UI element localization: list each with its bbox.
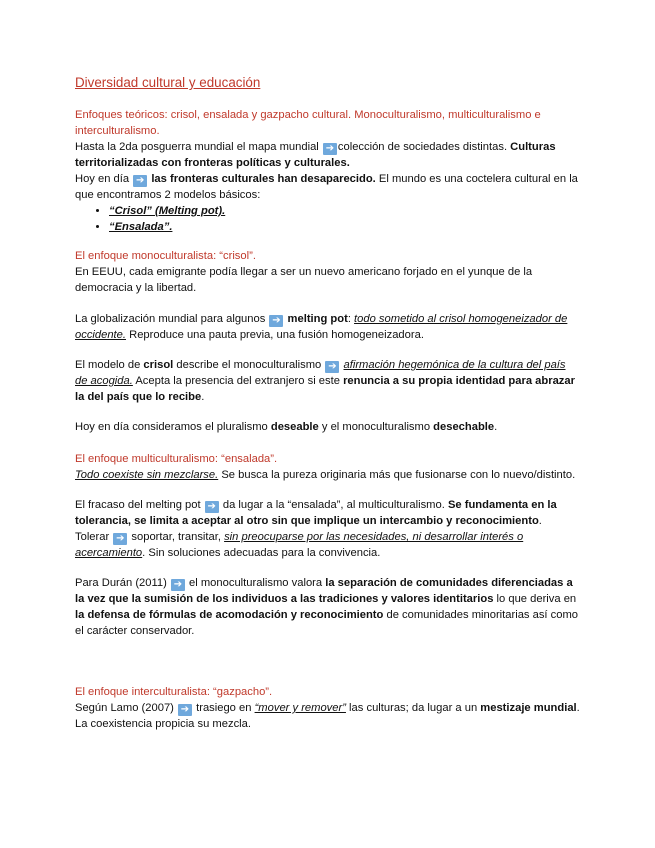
section-heading: El enfoque monoculturalista: “crisol”. xyxy=(75,250,256,262)
paragraph xyxy=(75,497,580,529)
bold-text: “Ensalada”. xyxy=(109,221,173,233)
text: el monoculturalismo valora xyxy=(185,577,326,589)
bold-text: las fronteras culturales han desaparecido. xyxy=(148,173,376,185)
section-heading: El enfoque multiculturalismo: “ensalada”. xyxy=(75,453,278,465)
arrow-icon xyxy=(171,579,185,591)
section-heading: Enfoques teóricos: crisol, ensalada y gazpacho cultural. Monoculturalismo, multiculturalismo e interculturalismo. xyxy=(75,109,541,137)
text: Según Lamo (2007) xyxy=(75,702,177,714)
text: colección de sociedades distintas. xyxy=(337,141,511,153)
paragraph xyxy=(75,467,580,483)
text: Reproduce una pauta previa, una fusión homogeneizadora. xyxy=(126,329,424,341)
bold-text: Culturas territorializadas con fronteras políticas y culturales. xyxy=(75,141,556,169)
text: soportar, transitar, xyxy=(128,531,225,543)
text: El modelo de xyxy=(75,359,144,371)
section-enfoques xyxy=(75,107,580,235)
text: : xyxy=(347,313,355,325)
text: El fracaso del melting pot xyxy=(75,499,204,511)
bold-text: Se fundamenta en la tolerancia, se limita a aceptar al otro sin que implique un intercambio y reconocimiento xyxy=(75,499,557,527)
paragraph xyxy=(75,311,580,343)
section-interculturalista xyxy=(75,684,580,732)
bold-text: la separación de comunidades diferenciadas a la vez que la sumisión de los individuos a las tradiciones y valores identitarios xyxy=(75,577,573,605)
arrow-icon xyxy=(323,143,337,155)
text: El mundo es una coctelera cultural en la que encontramos 2 modelos básicos: xyxy=(75,173,578,201)
text: trasiego en xyxy=(193,702,255,714)
paragraph xyxy=(75,419,580,435)
text: Hoy en día xyxy=(75,173,133,185)
paragraph xyxy=(75,171,580,203)
bold-text: mestizaje mundial xyxy=(480,702,577,714)
section-multiculturalismo xyxy=(75,451,580,639)
italic-underlined-text: todo sometido al crisol homogeneizador de occidente. xyxy=(75,313,568,341)
text: . xyxy=(538,515,542,527)
text: lo que deriva en xyxy=(493,593,577,605)
bold-text: desechable xyxy=(433,421,495,433)
paragraph: En EEUU, cada emigrante podía llegar a ser un nuevo americano forjado en el yunque de la democracia y la libertad. xyxy=(75,266,533,294)
paragraph xyxy=(75,700,580,732)
bold-text: la defensa de fórmulas de acomodación y reconocimiento xyxy=(75,609,384,621)
arrow-icon xyxy=(133,175,147,187)
list-item xyxy=(109,203,580,219)
italic-underlined-text: afirmación hegemónica de la cultura del país de acogida. xyxy=(75,359,566,387)
text: Hasta la 2da posguerra mundial el mapa mundial xyxy=(75,141,322,153)
text: . Sin soluciones adecuadas para la convivencia. xyxy=(142,547,381,559)
text: . xyxy=(494,421,498,433)
arrow-icon xyxy=(205,501,219,513)
paragraph xyxy=(75,529,580,561)
text: las culturas; da lugar a un xyxy=(345,702,481,714)
text: . xyxy=(201,391,205,403)
bold-text: crisol xyxy=(143,359,174,371)
paragraph xyxy=(75,575,580,639)
text: . La coexistencia propicia su mezcla. xyxy=(75,702,580,730)
text: de comunidades minoritarias así como el carácter conservador. xyxy=(75,609,579,637)
paragraph xyxy=(75,357,580,405)
list-item xyxy=(109,219,580,235)
bold-text: melting pot xyxy=(284,313,348,325)
text: da lugar a la “ensalada”, al multiculturalismo. xyxy=(219,499,448,511)
text: Acepta la presencia del extranjero si este xyxy=(132,375,344,387)
section-heading: El enfoque interculturalista: “gazpacho”. xyxy=(75,686,273,698)
text: y el monoculturalismo xyxy=(318,421,434,433)
paragraph xyxy=(75,139,580,171)
text: Para Durán (2011) xyxy=(75,577,170,589)
bullet-list xyxy=(75,203,580,235)
text: Se busca la pureza originaria más que fusionarse con lo nuevo/distinto. xyxy=(218,469,576,481)
section-monoculturalista xyxy=(75,248,580,435)
bold-text: deseable xyxy=(270,421,319,433)
italic-underlined-text: Todo coexiste sin mezclarse. xyxy=(75,469,219,481)
bold-text: “Crisol” (Melting pot). xyxy=(109,205,226,217)
arrow-icon xyxy=(178,704,192,716)
arrow-icon xyxy=(269,315,283,327)
text: Tolerar xyxy=(75,531,113,543)
text: La globalización mundial para algunos xyxy=(75,313,269,325)
arrow-icon xyxy=(113,533,127,545)
arrow-icon xyxy=(325,361,339,373)
bold-text: renuncia a su propia identidad para abrazar la del país que lo recibe xyxy=(75,375,575,403)
document-title: Diversidad cultural y educación xyxy=(75,75,261,90)
text: describe el monoculturalismo xyxy=(173,359,325,371)
italic-underlined-text: “mover y remover” xyxy=(254,702,346,714)
italic-underlined-text: sin preocuparse por las necesidades, ni desarrollar interés o acercamiento xyxy=(75,531,524,559)
text: Hoy en día consideramos el pluralismo xyxy=(75,421,271,433)
